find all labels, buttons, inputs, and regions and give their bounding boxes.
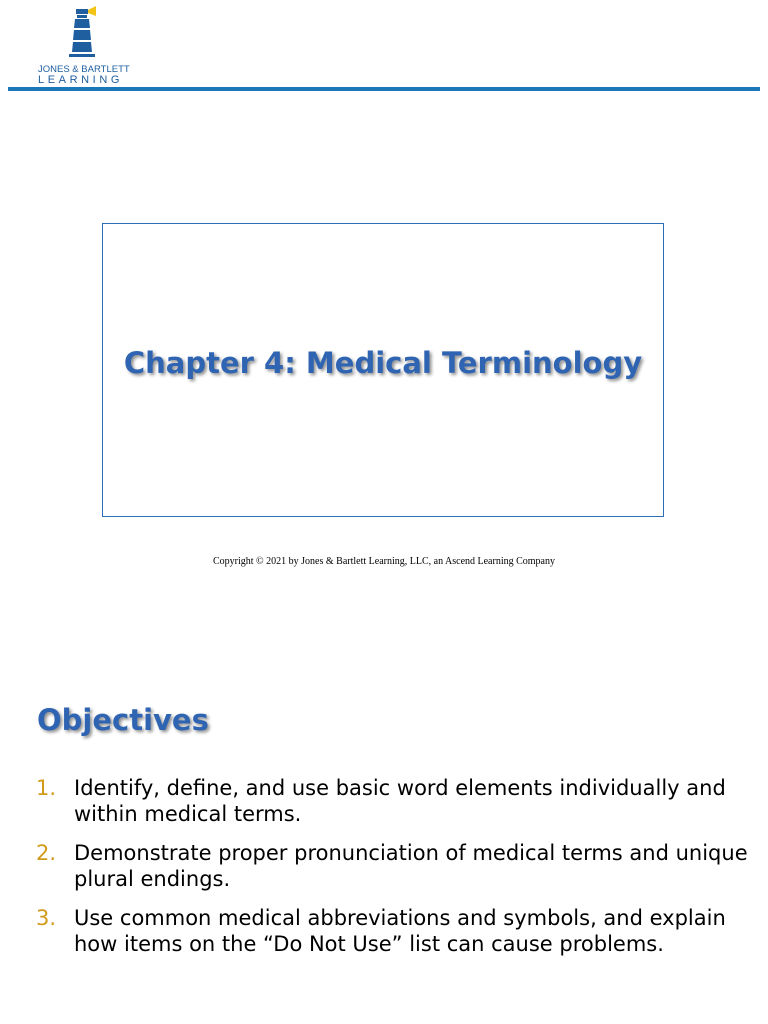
objective-item: [36, 905, 748, 957]
title-frame: [102, 223, 664, 517]
objectives-list: [36, 775, 748, 970]
logo-text-top: JONES & BARTLETT: [38, 64, 130, 75]
objective-item: [36, 775, 748, 827]
objective-text: Identify, define, and use basic word elements individually and within medical terms.: [74, 776, 726, 826]
copyright-notice: Copyright © 2021 by Jones & Bartlett Learning, LLC, an Ascend Learning Company: [213, 556, 555, 567]
objective-number: 1.: [36, 776, 57, 800]
objective-item: [36, 840, 748, 892]
objective-number: 2.: [36, 841, 57, 865]
chapter-title: Chapter 4: Medical Terminology: [123, 346, 643, 380]
objectives-slide: [0, 640, 768, 1024]
objective-text: Use common medical abbreviations and symbols, and explain how items on the “Do Not Use” list can cause problems.: [74, 906, 726, 956]
objectives-heading: Objectives: [37, 703, 209, 737]
logo-text-bottom: LEARNING: [38, 74, 124, 86]
objective-number: 3.: [36, 906, 57, 930]
header-divider: [8, 87, 760, 91]
lighthouse-icon: [66, 6, 102, 58]
publisher-logo: [34, 6, 134, 86]
objective-text: Demonstrate proper pronunciation of medical terms and unique plural endings.: [74, 841, 748, 891]
